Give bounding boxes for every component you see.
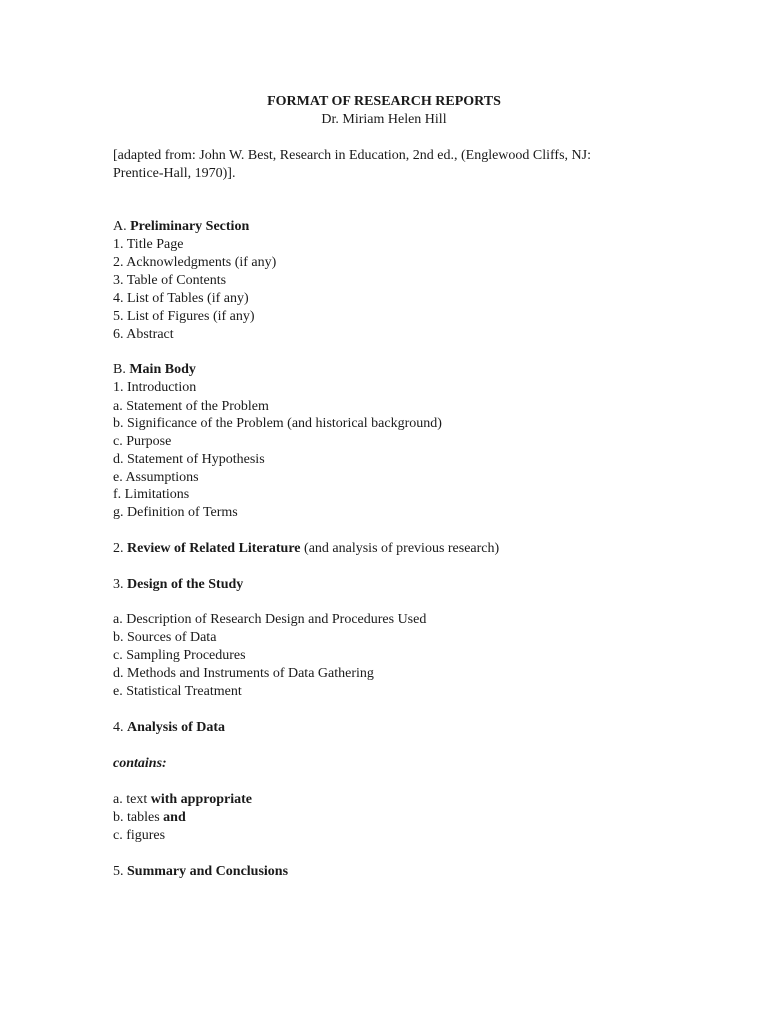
list-item: e. Statistical Treatment (113, 684, 242, 699)
list-item (113, 791, 252, 809)
introduction-heading: 1. Introduction (113, 380, 197, 395)
list-item: d. Methods and Instruments of Data Gathering (113, 666, 374, 681)
analysis-b-bold: and (163, 810, 186, 825)
list-item: 6. Abstract (113, 327, 174, 342)
analysis-heading (113, 719, 225, 737)
section-b-heading (113, 361, 196, 379)
design-prefix: 3. (113, 577, 124, 592)
design-heading (113, 576, 243, 594)
list-item: f. Limitations (113, 487, 190, 502)
list-item: 1. Title Page (113, 237, 184, 252)
list-item: c. Sampling Procedures (113, 648, 246, 663)
summary-heading (113, 863, 288, 881)
contains-label: contains: (113, 756, 167, 771)
review-title: Review of Related Literature (127, 541, 301, 556)
section-b-prefix: B. (113, 362, 126, 377)
analysis-title: Analysis of Data (127, 720, 226, 735)
review-heading (113, 540, 499, 558)
analysis-prefix: 4. (113, 720, 124, 735)
list-item: 4. List of Tables (if any) (113, 291, 249, 306)
list-item: c. figures (113, 828, 166, 843)
list-item: 5. List of Figures (if any) (113, 309, 255, 324)
section-a-title: Preliminary Section (130, 219, 250, 234)
summary-title: Summary and Conclusions (127, 864, 289, 879)
source-note: [adapted from: John W. Best, Research in Education, 2nd ed., (Englewood Cliffs, NJ: Prentice-Hall, 1970)]. (113, 148, 591, 181)
list-item: a. Statement of the Problem (113, 399, 269, 414)
analysis-a-text: a. text (113, 792, 148, 807)
document-author: Dr. Miriam Helen Hill (321, 112, 447, 127)
list-item: a. Description of Research Design and Procedures Used (113, 612, 427, 627)
section-a-prefix: A. (113, 219, 127, 234)
review-note: (and analysis of previous research) (304, 541, 500, 556)
list-item: b. Sources of Data (113, 630, 217, 645)
section-b-title: Main Body (129, 362, 196, 377)
list-item: g. Definition of Terms (113, 505, 238, 520)
list-item (113, 809, 186, 827)
design-title: Design of the Study (127, 577, 244, 592)
list-item: e. Assumptions (113, 470, 199, 485)
summary-prefix: 5. (113, 864, 124, 879)
list-item: 2. Acknowledgments (if any) (113, 255, 277, 270)
analysis-a-bold: with appropriate (150, 792, 252, 807)
list-item: c. Purpose (113, 434, 172, 449)
list-item: b. Significance of the Problem (and historical background) (113, 416, 442, 431)
list-item: d. Statement of Hypothesis (113, 452, 265, 467)
analysis-b-text: b. tables (113, 810, 160, 825)
section-a-heading (113, 218, 249, 236)
document-title: FORMAT OF RESEARCH REPORTS (267, 94, 501, 109)
list-item: 3. Table of Contents (113, 273, 227, 288)
review-prefix: 2. (113, 541, 124, 556)
